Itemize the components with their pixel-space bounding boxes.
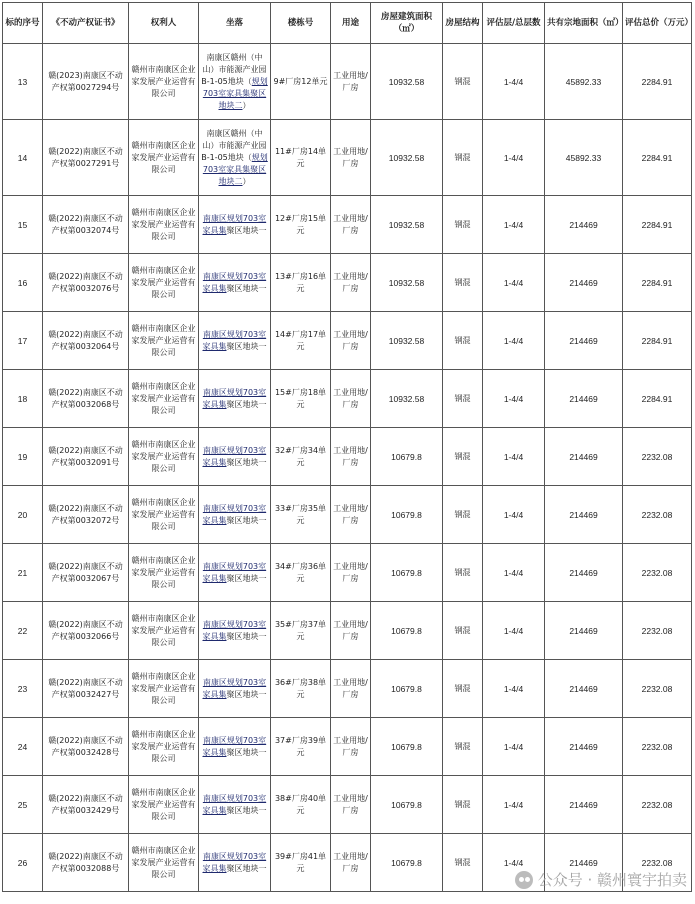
structure-cell: 钢混 [443, 486, 483, 544]
table-row [3, 776, 692, 834]
location-text: 聚区地块一 [226, 399, 267, 409]
appraised-price-cell: 2284.91 [623, 370, 692, 428]
watermark-text: 公众号 · 赣州寰宇拍卖 [537, 871, 687, 889]
row-number-cell: 26 [3, 834, 43, 892]
location-cell [199, 370, 271, 428]
structure-cell: 钢混 [443, 602, 483, 660]
structure-cell: 钢混 [443, 196, 483, 254]
table-row [3, 660, 692, 718]
location-underlined: 南康区规划703室家具集 [202, 271, 267, 293]
usage-cell: 工业用地/厂房 [331, 120, 371, 196]
floor-count-cell: 1-4/4 [483, 120, 545, 196]
building-number-cell: 36#厂房38单元 [271, 660, 331, 718]
row-number-cell: 15 [3, 196, 43, 254]
row-number-cell: 14 [3, 120, 43, 196]
land-area-cell: 214469 [545, 196, 623, 254]
location-cell [199, 776, 271, 834]
building-number-cell: 35#厂房37单元 [271, 602, 331, 660]
building-number-cell: 39#厂房41单元 [271, 834, 331, 892]
location-underlined: 南康区规划703室家具集 [202, 503, 267, 525]
usage-cell: 工业用地/厂房 [331, 602, 371, 660]
land-area-cell: 214469 [545, 834, 623, 892]
cert-number-cell: 赣(2022)南康区不动产权第0032427号 [43, 660, 129, 718]
cert-number-cell: 赣(2022)南康区不动产权第0032091号 [43, 428, 129, 486]
cert-number-cell: 赣(2022)南康区不动产权第0032064号 [43, 312, 129, 370]
appraised-price-cell: 2232.08 [623, 602, 692, 660]
building-area-cell: 10932.58 [371, 44, 443, 120]
floor-count-cell: 1-4/4 [483, 312, 545, 370]
land-area-cell: 214469 [545, 312, 623, 370]
location-text: ） [242, 100, 251, 110]
usage-cell: 工业用地/厂房 [331, 776, 371, 834]
appraised-price-cell: 2232.08 [623, 660, 692, 718]
structure-cell: 钢混 [443, 544, 483, 602]
row-number-cell: 21 [3, 544, 43, 602]
building-number-cell: 13#厂房16单元 [271, 254, 331, 312]
land-area-cell: 45892.33 [545, 120, 623, 196]
location-text: 聚区地块一 [226, 863, 267, 873]
floor-count-cell: 1-4/4 [483, 254, 545, 312]
land-area-cell: 214469 [545, 718, 623, 776]
structure-cell: 钢混 [443, 312, 483, 370]
table-row [3, 120, 692, 196]
row-number-cell: 18 [3, 370, 43, 428]
table-row [3, 544, 692, 602]
usage-cell: 工业用地/厂房 [331, 834, 371, 892]
structure-cell: 钢混 [443, 120, 483, 196]
location-cell [199, 428, 271, 486]
cert-number-cell: 赣(2022)南康区不动产权第0032088号 [43, 834, 129, 892]
appraised-price-cell: 2284.91 [623, 312, 692, 370]
location-cell [199, 834, 271, 892]
watermark [515, 869, 687, 890]
appraised-price-cell: 2232.08 [623, 776, 692, 834]
cert-number-cell: 赣(2022)南康区不动产权第0027291号 [43, 120, 129, 196]
location-text: ） [242, 176, 251, 186]
usage-cell: 工业用地/厂房 [331, 312, 371, 370]
building-number-cell: 34#厂房36单元 [271, 544, 331, 602]
location-cell [199, 718, 271, 776]
owner-cell: 赣州市南康区企业家发展产业运营有限公司 [129, 776, 199, 834]
table-row [3, 44, 692, 120]
appraised-price-cell: 2232.08 [623, 718, 692, 776]
header-cell: 权利人 [129, 3, 199, 44]
land-area-cell: 214469 [545, 254, 623, 312]
building-area-cell: 10679.8 [371, 776, 443, 834]
building-number-cell: 15#厂房18单元 [271, 370, 331, 428]
location-cell [199, 44, 271, 120]
owner-cell: 赣州市南康区企业家发展产业运营有限公司 [129, 428, 199, 486]
location-text: 聚区地块一 [226, 631, 267, 641]
location-text: 聚区地块一 [226, 457, 267, 467]
table-row [3, 196, 692, 254]
table-row [3, 370, 692, 428]
floor-count-cell: 1-4/4 [483, 196, 545, 254]
owner-cell: 赣州市南康区企业家发展产业运营有限公司 [129, 312, 199, 370]
structure-cell: 钢混 [443, 370, 483, 428]
header-cell: 坐落 [199, 3, 271, 44]
building-area-cell: 10932.58 [371, 120, 443, 196]
location-text: 聚区地块一 [226, 573, 267, 583]
table-row [3, 254, 692, 312]
owner-cell: 赣州市南康区企业家发展产业运营有限公司 [129, 370, 199, 428]
usage-cell: 工业用地/厂房 [331, 196, 371, 254]
appraised-price-cell: 2284.91 [623, 254, 692, 312]
header-cell: 房屋建筑面积（㎡） [371, 3, 443, 44]
location-text: 聚区地块一 [226, 747, 267, 757]
structure-cell: 钢混 [443, 254, 483, 312]
building-area-cell: 10932.58 [371, 254, 443, 312]
location-underlined: 南康区规划703室家具集 [202, 735, 267, 757]
owner-cell: 赣州市南康区企业家发展产业运营有限公司 [129, 196, 199, 254]
cert-number-cell: 赣(2022)南康区不动产权第0032074号 [43, 196, 129, 254]
location-underlined: 规划703室家具集聚区地块二 [202, 76, 268, 110]
land-area-cell: 214469 [545, 660, 623, 718]
header-cell: 标的序号 [3, 3, 43, 44]
owner-cell: 赣州市南康区企业家发展产业运营有限公司 [129, 660, 199, 718]
location-underlined: 南康区规划703室家具集 [202, 619, 267, 641]
cert-number-cell: 赣(2022)南康区不动产权第0032072号 [43, 486, 129, 544]
location-underlined: 南康区规划703室家具集 [202, 793, 267, 815]
land-area-cell: 214469 [545, 428, 623, 486]
row-number-cell: 17 [3, 312, 43, 370]
usage-cell: 工业用地/厂房 [331, 718, 371, 776]
header-cell: 评估层/总层数 [483, 3, 545, 44]
cert-number-cell: 赣(2022)南康区不动产权第0032428号 [43, 718, 129, 776]
appraised-price-cell: 2284.91 [623, 120, 692, 196]
appraised-price-cell: 2232.08 [623, 834, 692, 892]
building-number-cell: 12#厂房15单元 [271, 196, 331, 254]
building-area-cell: 10679.8 [371, 602, 443, 660]
building-number-cell: 32#厂房34单元 [271, 428, 331, 486]
building-area-cell: 10679.8 [371, 834, 443, 892]
owner-cell: 赣州市南康区企业家发展产业运营有限公司 [129, 254, 199, 312]
location-cell [199, 602, 271, 660]
row-number-cell: 16 [3, 254, 43, 312]
land-area-cell: 214469 [545, 486, 623, 544]
land-area-cell: 214469 [545, 602, 623, 660]
location-text: 聚区地块一 [226, 689, 267, 699]
land-area-cell: 214469 [545, 370, 623, 428]
building-area-cell: 10679.8 [371, 486, 443, 544]
cert-number-cell: 赣(2022)南康区不动产权第0032076号 [43, 254, 129, 312]
row-number-cell: 20 [3, 486, 43, 544]
location-cell [199, 660, 271, 718]
wechat-icon [515, 871, 533, 889]
header-cell: 共有宗地面积（㎡） [545, 3, 623, 44]
location-underlined: 南康区规划703室家具集 [202, 851, 267, 873]
building-area-cell: 10679.8 [371, 428, 443, 486]
appraised-price-cell: 2232.08 [623, 486, 692, 544]
floor-count-cell: 1-4/4 [483, 428, 545, 486]
owner-cell: 赣州市南康区企业家发展产业运营有限公司 [129, 44, 199, 120]
table-row [3, 486, 692, 544]
table-row [3, 428, 692, 486]
structure-cell: 钢混 [443, 776, 483, 834]
usage-cell: 工业用地/厂房 [331, 486, 371, 544]
location-cell [199, 120, 271, 196]
location-text: 聚区地块一 [226, 805, 267, 815]
header-cell: 《不动产权证书》 [43, 3, 129, 44]
appraised-price-cell: 2232.08 [623, 544, 692, 602]
structure-cell: 钢混 [443, 44, 483, 120]
location-underlined: 南康区规划703室家具集 [202, 329, 267, 351]
owner-cell: 赣州市南康区企业家发展产业运营有限公司 [129, 544, 199, 602]
building-number-cell: 37#厂房39单元 [271, 718, 331, 776]
floor-count-cell: 1-4/4 [483, 602, 545, 660]
usage-cell: 工业用地/厂房 [331, 254, 371, 312]
structure-cell: 钢混 [443, 718, 483, 776]
header-cell: 用途 [331, 3, 371, 44]
table-header-row [3, 3, 692, 44]
building-number-cell: 11#厂房14单元 [271, 120, 331, 196]
building-area-cell: 10932.58 [371, 370, 443, 428]
cert-number-cell: 赣(2022)南康区不动产权第0032066号 [43, 602, 129, 660]
usage-cell: 工业用地/厂房 [331, 660, 371, 718]
cert-number-cell: 赣(2023)南康区不动产权第0027294号 [43, 44, 129, 120]
location-underlined: 南康区规划703室家具集 [202, 677, 267, 699]
building-area-cell: 10932.58 [371, 312, 443, 370]
land-area-cell: 45892.33 [545, 44, 623, 120]
building-area-cell: 10679.8 [371, 718, 443, 776]
appraised-price-cell: 2284.91 [623, 196, 692, 254]
building-area-cell: 10679.8 [371, 544, 443, 602]
floor-count-cell: 1-4/4 [483, 834, 545, 892]
floor-count-cell: 1-4/4 [483, 544, 545, 602]
location-cell [199, 196, 271, 254]
floor-count-cell: 1-4/4 [483, 486, 545, 544]
location-cell [199, 312, 271, 370]
row-number-cell: 19 [3, 428, 43, 486]
row-number-cell: 22 [3, 602, 43, 660]
location-text: 聚区地块一 [226, 225, 267, 235]
row-number-cell: 13 [3, 44, 43, 120]
land-area-cell: 214469 [545, 776, 623, 834]
location-text: 南康区赣州（中山）市能源产业园B-1-05地块（ [201, 128, 267, 162]
building-area-cell: 10679.8 [371, 660, 443, 718]
usage-cell: 工业用地/厂房 [331, 44, 371, 120]
owner-cell: 赣州市南康区企业家发展产业运营有限公司 [129, 834, 199, 892]
owner-cell: 赣州市南康区企业家发展产业运营有限公司 [129, 486, 199, 544]
structure-cell: 钢混 [443, 660, 483, 718]
owner-cell: 赣州市南康区企业家发展产业运营有限公司 [129, 718, 199, 776]
building-number-cell: 14#厂房17单元 [271, 312, 331, 370]
usage-cell: 工业用地/厂房 [331, 428, 371, 486]
floor-count-cell: 1-4/4 [483, 370, 545, 428]
location-text: 聚区地块一 [226, 515, 267, 525]
location-underlined: 南康区规划703室家具集 [202, 561, 267, 583]
building-number-cell: 9#厂房12单元 [271, 44, 331, 120]
floor-count-cell: 1-4/4 [483, 44, 545, 120]
building-area-cell: 10932.58 [371, 196, 443, 254]
row-number-cell: 25 [3, 776, 43, 834]
cert-number-cell: 赣(2022)南康区不动产权第0032068号 [43, 370, 129, 428]
land-area-cell: 214469 [545, 544, 623, 602]
appraised-price-cell: 2284.91 [623, 44, 692, 120]
location-underlined: 南康区规划703室家具集 [202, 213, 267, 235]
location-underlined: 南康区规划703室家具集 [202, 387, 267, 409]
location-cell [199, 254, 271, 312]
floor-count-cell: 1-4/4 [483, 718, 545, 776]
floor-count-cell: 1-4/4 [483, 776, 545, 834]
row-number-cell: 24 [3, 718, 43, 776]
location-text: 南康区赣州（中山）市能源产业园B-1-05地块（ [201, 52, 267, 86]
table-row [3, 602, 692, 660]
header-cell: 楼栋号 [271, 3, 331, 44]
cert-number-cell: 赣(2022)南康区不动产权第0032067号 [43, 544, 129, 602]
cert-number-cell: 赣(2022)南康区不动产权第0032429号 [43, 776, 129, 834]
table-row [3, 312, 692, 370]
location-cell [199, 486, 271, 544]
header-cell: 评估总价（万元） [623, 3, 692, 44]
structure-cell: 钢混 [443, 428, 483, 486]
building-number-cell: 33#厂房35单元 [271, 486, 331, 544]
location-cell [199, 544, 271, 602]
floor-count-cell: 1-4/4 [483, 660, 545, 718]
row-number-cell: 23 [3, 660, 43, 718]
owner-cell: 赣州市南康区企业家发展产业运营有限公司 [129, 602, 199, 660]
location-text: 聚区地块一 [226, 341, 267, 351]
location-underlined: 南康区规划703室家具集 [202, 445, 267, 467]
building-number-cell: 38#厂房40单元 [271, 776, 331, 834]
usage-cell: 工业用地/厂房 [331, 370, 371, 428]
location-underlined: 规划703室家具集聚区地块二 [202, 152, 268, 186]
owner-cell: 赣州市南康区企业家发展产业运营有限公司 [129, 120, 199, 196]
location-text: 聚区地块一 [226, 283, 267, 293]
header-cell: 房屋结构 [443, 3, 483, 44]
usage-cell: 工业用地/厂房 [331, 544, 371, 602]
structure-cell: 钢混 [443, 834, 483, 892]
appraised-price-cell: 2232.08 [623, 428, 692, 486]
table-row [3, 718, 692, 776]
asset-table [2, 2, 692, 892]
